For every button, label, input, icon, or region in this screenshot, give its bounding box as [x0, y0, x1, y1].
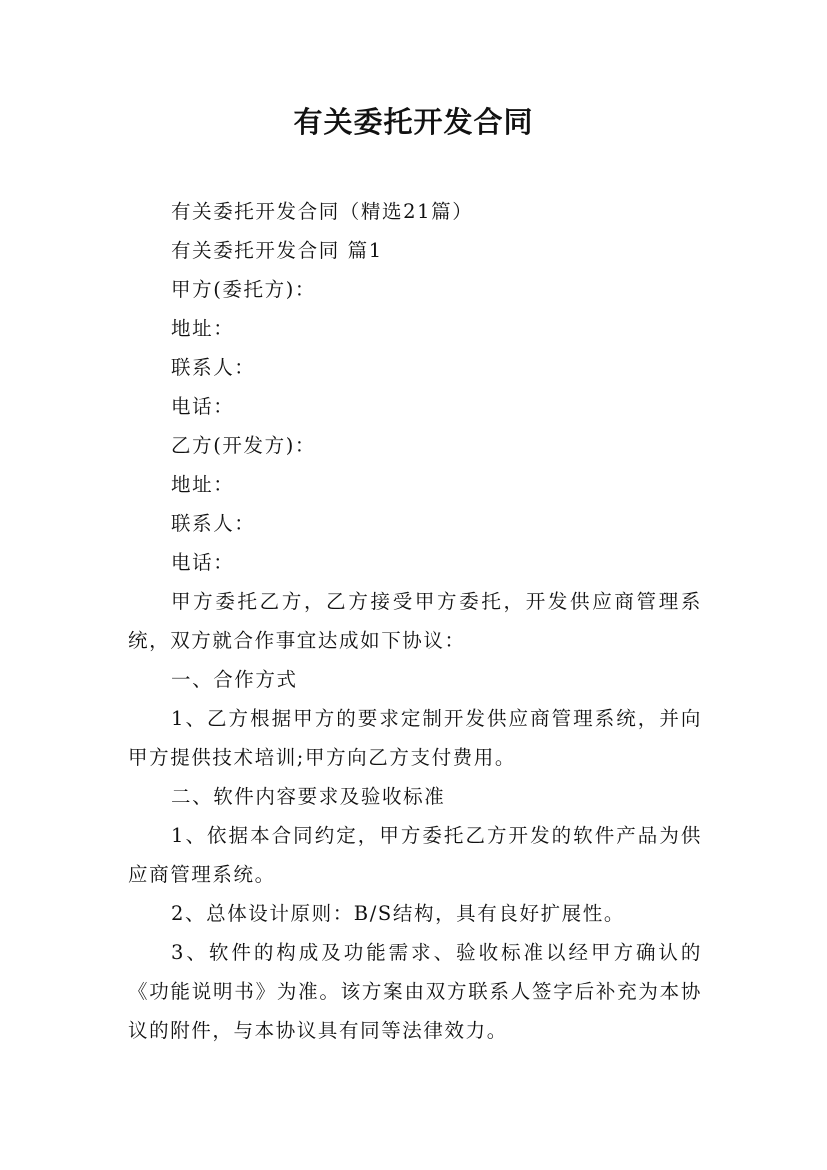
- clause-paragraph: 1、依据本合同约定，甲方委托乙方开发的软件产品为供应商管理系统。: [128, 824, 702, 886]
- section-heading-requirements: 二、软件内容要求及验收标准: [171, 785, 446, 808]
- document-body: [128, 192, 702, 1050]
- party-a-contact: 联系人：: [171, 356, 256, 379]
- section-heading: 有关委托开发合同 篇1: [171, 239, 383, 262]
- party-b-phone: 电话：: [171, 551, 235, 574]
- party-a-label: 甲方(委托方)：: [171, 278, 317, 301]
- party-b-label: 乙方(开发方)：: [171, 434, 317, 457]
- document-title: 有关委托开发合同: [293, 105, 534, 139]
- clause-paragraph: 3、软件的构成及功能需求、验收标准以经甲方确认的《功能说明书》为准。该方案由双方联系人签字后补充为本协议的附件，与本协议具有同等法律效力。: [128, 941, 702, 1042]
- subtitle-line: 有关委托开发合同（精选21篇）: [171, 200, 474, 223]
- party-b-contact: 联系人：: [171, 512, 256, 535]
- party-a-address: 地址：: [171, 317, 235, 340]
- clause-paragraph: 1、乙方根据甲方的要求定制开发供应商管理系统，并向甲方提供技术培训;甲方向乙方支付费用。: [128, 707, 702, 769]
- clause-paragraph: 2、总体设计原则：B/S结构，具有良好扩展性。: [171, 902, 625, 925]
- party-a-phone: 电话：: [171, 395, 235, 418]
- party-b-address: 地址：: [171, 473, 235, 496]
- intro-paragraph: 甲方委托乙方，乙方接受甲方委托，开发供应商管理系统，双方就合作事宜达成如下协议：: [128, 590, 702, 652]
- section-heading-cooperation: 一、合作方式: [171, 668, 298, 691]
